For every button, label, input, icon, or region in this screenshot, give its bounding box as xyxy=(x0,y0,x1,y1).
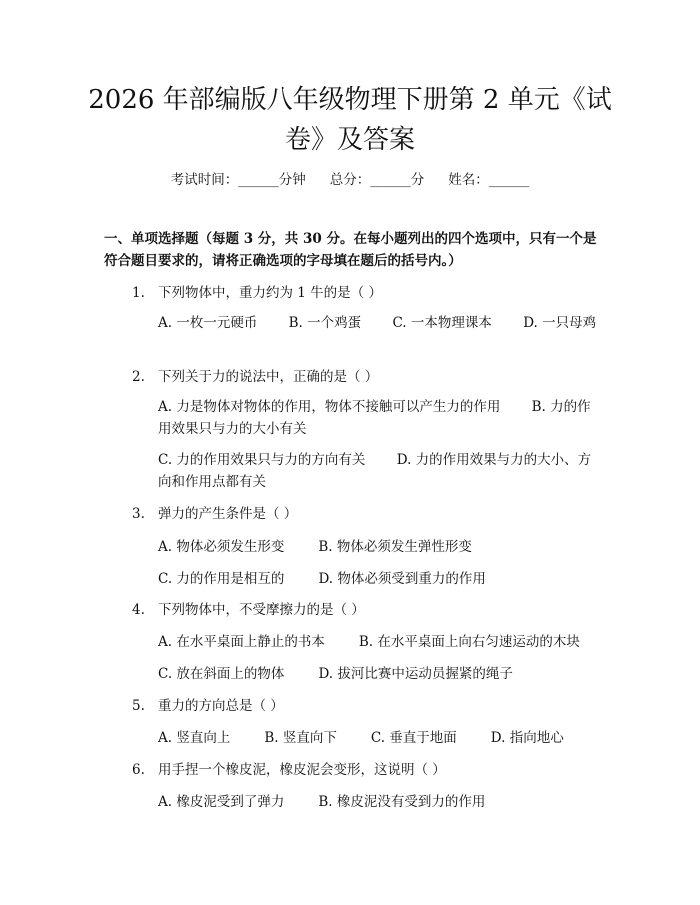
question-number: 2. xyxy=(132,369,145,385)
option-b: B. 竖直向下 xyxy=(264,730,337,746)
option-c: C. 垂直于地面 xyxy=(370,730,457,746)
option-c: C. 力的作用效果只与力的方向有关 xyxy=(158,452,366,468)
question-2-options-cd xyxy=(104,449,600,493)
option-d: D. 物体必须受到重力的作用 xyxy=(318,571,486,587)
option-c: C. 一本物理课本 xyxy=(392,315,492,331)
question-text: 下列物体中，不受摩擦力的是（ ） xyxy=(158,602,365,618)
exam-info xyxy=(0,168,700,188)
question-number: 3. xyxy=(132,506,145,522)
option-d: D. 指向地心 xyxy=(490,730,564,746)
question-1 xyxy=(132,281,382,301)
option-b: B. 物体必须发生弹性形变 xyxy=(318,539,472,555)
question-text: 弹力的产生条件是（ ） xyxy=(158,506,298,522)
option-a: A. 力是物体对物体的作用，物体不接触可以产生力的作用 xyxy=(158,399,501,415)
question-4 xyxy=(132,598,365,618)
question-6-options xyxy=(158,790,485,810)
question-text: 下列关于力的说法中，正确的是（ ） xyxy=(158,369,379,385)
question-5-options xyxy=(158,726,564,746)
page-title xyxy=(80,80,620,160)
option-b: B. 力的作用效果只与力的大小有关 xyxy=(158,399,591,437)
option-d: D. 力的作用效果与力的大小、方向和作用点都有关 xyxy=(158,452,592,490)
question-1-options xyxy=(104,312,600,334)
question-text: 重力的方向总是（ ） xyxy=(158,698,284,714)
option-a: A. 一枚一元硬币 xyxy=(158,315,258,331)
question-3-options-cd xyxy=(158,567,486,587)
option-d: D. 拔河比赛中运动员握紧的绳子 xyxy=(318,666,513,682)
question-number: 5. xyxy=(132,698,145,714)
question-number: 1. xyxy=(132,285,145,301)
title-line-2: 卷》及答案 xyxy=(284,125,415,155)
question-3-options-ab xyxy=(158,535,472,555)
question-5 xyxy=(132,694,284,714)
option-c: C. 力的作用是相互的 xyxy=(158,571,285,587)
option-c: C. 放在斜面上的物体 xyxy=(158,666,285,682)
section-heading: 一、单项选择题（每题 3 分，共 30 分。在每小题列出的四个选项中，只有一个是符合题目要求的，请将正确选项的字母填在题后的括号内。） xyxy=(104,231,597,269)
option-b: B. 一个鸡蛋 xyxy=(288,315,362,331)
question-6 xyxy=(132,758,446,778)
question-4-options-ab xyxy=(158,630,580,650)
option-d: D. 一只母鸡 xyxy=(523,315,597,331)
question-3 xyxy=(132,502,297,522)
question-4-options-cd xyxy=(158,662,513,682)
question-number: 4. xyxy=(132,602,145,618)
question-text: 下列物体中，重力约为 1 牛的是（ ） xyxy=(158,285,382,301)
question-number: 6. xyxy=(132,762,145,778)
question-2 xyxy=(132,365,378,385)
option-b: B. 橡皮泥没有受到力的作用 xyxy=(318,794,486,810)
exam-time: 考试时间：______分钟 xyxy=(170,172,306,188)
option-a: A. 物体必须发生形变 xyxy=(158,539,285,555)
option-b: B. 在水平桌面上向右匀速运动的木块 xyxy=(358,634,580,650)
option-a: A. 竖直向上 xyxy=(158,730,231,746)
option-a: A. 在水平桌面上静止的书本 xyxy=(158,634,325,650)
option-a: A. 橡皮泥受到了弹力 xyxy=(158,794,285,810)
student-name: 姓名：______ xyxy=(448,172,530,188)
question-text: 用手捏一个橡皮泥，橡皮泥会变形，这说明（ ） xyxy=(158,762,446,778)
title-line-1: 2026 年部编版八年级物理下册第 2 单元《试 xyxy=(88,85,612,115)
exam-score: 总分：______分 xyxy=(329,172,425,188)
question-2-options-ab xyxy=(104,396,600,440)
